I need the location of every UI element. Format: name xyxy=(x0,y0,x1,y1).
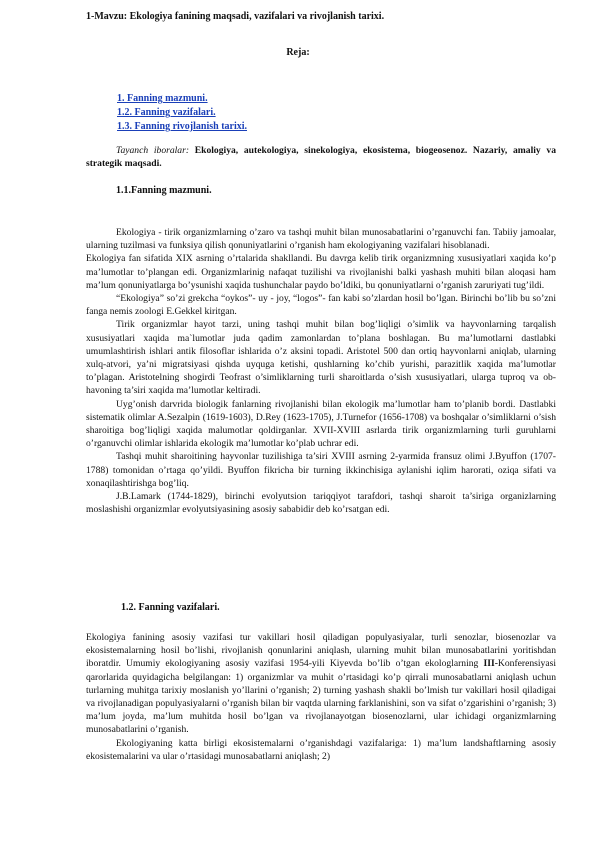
section-tasks-body xyxy=(86,631,556,763)
toc-link-tasks[interactable]: 1.2. Fanning vazifalari. xyxy=(117,107,216,118)
paragraph-bold-text: III- xyxy=(483,658,498,670)
paragraph: J.B.Lamark (1744-1829), birinchi evolyutsion tariqqiyot tarafdori, tashqi sharoit ta’siriga organizlarning moslashishi organizmlar evolyutsiyasining asosiy sababidir deb ko’rsatgan edi. xyxy=(86,491,556,516)
paragraph: Tirik organizmlar hayot tarzi, uning tashqi muhit bilan bog’liqligi o’simlik va hayvonlarning tarqalish xususiyatlari xaqida ma`lumotlar juda qadim zamonlardan to’plana boshlagan. Bu ma’lumotlarni dastlabki umumlashtirish ishlari antik filosoflar ishlarida o’z aksini topadi. Aristotel 500 dan ortiq hayvonlarni aniqlab, ularning xulq-atvori, ya’ni migratsiyasi qishda uyquga ketishi, qushlarning ko’chib yurishi, parazitlik xaqida ma’lumotlar to’plagan. Aristotelning shogirdi Teofrast o’simliklarning turli sharoitlarda o’sish xususiyatlari, ularga tuproq va ob-havoning ta’siri xaqida ma’lumotlar keltiradi. xyxy=(86,319,556,397)
paragraph: Ekologiya fan sifatida XIX asrning o’rtalarida shakllandi. Bu davrga kelib tirik organizmning xususiyatlari xaqida ko’p ma’lumotlar to’plangan edi. Organizmlarinig nafaqat tuzilishi va rivojlanishi balki yashash muhiti bilan aloqasi ham ma’lum qonuniyatlarga bo’ysunishi xaqida tushunchalar paydo bo’ldiki, bu qonuniyatlarni o’rganish zaruriyati tug’ildi. xyxy=(86,253,556,291)
paragraph: Ekologiya - tirik organizmlarning o’zaro va tashqi muhit bilan munosabatlarini o’rganuvchi fan. Tabiiy jamoalar, ularning tuzilmasi va funksiya qilish qonuniyatlarini o’rganish ham ekologiyaning vazifalari hisoblanadi. xyxy=(86,227,556,252)
keywords-block xyxy=(86,144,556,170)
toc-link-content[interactable]: 1. Fanning mazmuni. xyxy=(117,93,208,104)
plan-heading: Reja: xyxy=(286,47,310,58)
section-heading-content: 1.1.Fanning mazmuni. xyxy=(116,185,212,196)
toc-link-history[interactable]: 1.3. Fanning rivojlanish tarixi. xyxy=(117,121,248,132)
keywords-label: Tayanch iboralar: xyxy=(116,145,190,156)
keywords-terms: Ekologiya, autekologiya, sinekologiya, ekosistema, biogeosenoz. Nazariy, amaliy va strategik maqsadi. xyxy=(86,145,556,169)
paragraph: Tashqi muhit sharoitining hayvonlar tuzilishiga ta’siri XVIII asrning 2-yarmida fransuz olimi J.Byuffon (1707-1788) tomonidan o’rtaga qo’yildi. Byuffon fikricha bir turning ikkinchisiga aylanishi iqlim harorati, oziqa sifati va xonaqilashtirishga bog’liq. xyxy=(86,451,556,489)
paragraph-text: Ekologiya fanining asosiy vazifasi tur vakillari hosil qiladigan populyasiyalar, turli senozlar, biosenozlar va ekosistemalarning hosil bo’lishi, rivojlanish qonunlarini aniqlash, ularning muhit bilan munosabatlarini yoritishdan iboratdir. Umumiy ekologiyaning asosiy vazifasi 1954-yili Kiyevda bo’lib o’tgan ekologlarning xyxy=(86,632,556,670)
paragraph: “Ekologiya” so’zi grekcha “oykos”- uy - joy, “logos”- fan kabi so’zlardan hosil bo’lgan. Birinchi bo’lib bu so’zni fanga nemis zoologi E.Gekkel kiritgan. xyxy=(86,293,556,318)
section-heading-tasks: 1.2. Fanning vazifalari. xyxy=(121,602,220,613)
section-content-body xyxy=(86,226,556,516)
document-title: 1-Mavzu: Ekologiya fanining maqsadi, vazifalari va rivojlanish tarixi. xyxy=(86,11,385,22)
paragraph xyxy=(86,631,556,737)
paragraph: Ekologiyaning katta birligi ekosistemalarni o’rganishdagi vazifalariga: 1) ma’lum landshaftlarning asosiy ekosistemalarini va ular o’rtasidagi munosabatlarni aniqlash; 2) xyxy=(86,737,556,762)
table-of-contents xyxy=(117,92,247,134)
paragraph-text: Konferensiyasi qarorlarida quyidagicha belgilangan: 1) organizmlar va muhit o’rtasidagi ko’p qirrali munosabatlarni aniqlash uchun turlarning muhitga tarixiy moslanish yo’llarini o’rganish; 2) turning yashash shakli bo’lmish tur vakillari hosil qiladigai va rivojlanadigan populyasiyalarni o’rganish bilan bir vaqtda ularning farklanishini, son va sifat o’zgarishini o’rganish; 3) ma’lum joyda, ma’lum muhitda hosil bo’lgan va rivojlanayotgan biosenozlarni, ular ichidagi organizmlarning munosabatlarini o’rganish. xyxy=(86,658,556,736)
paragraph: Uyg’onish darvrida biologik fanlarning rivojlanishi bilan ekologik ma’lumotlar ham to’planib bordi. Dastlabki sistematik olimlar A.Sezalpin (1619-1603), D.Rey (1623-1705), J.Turnefor (1656-1708) va boshqalar o’simliklarni o’sish sharoitiga bog’liqligi xaqida malumotlar qoldirganlar. XVII-XVIII asrlarda tirik organizmlarning turli guruhlarni o’rganuvchi olimlar ishlarida ekologik ma’lumotlar ko’plab uchrar edi. xyxy=(86,398,556,450)
